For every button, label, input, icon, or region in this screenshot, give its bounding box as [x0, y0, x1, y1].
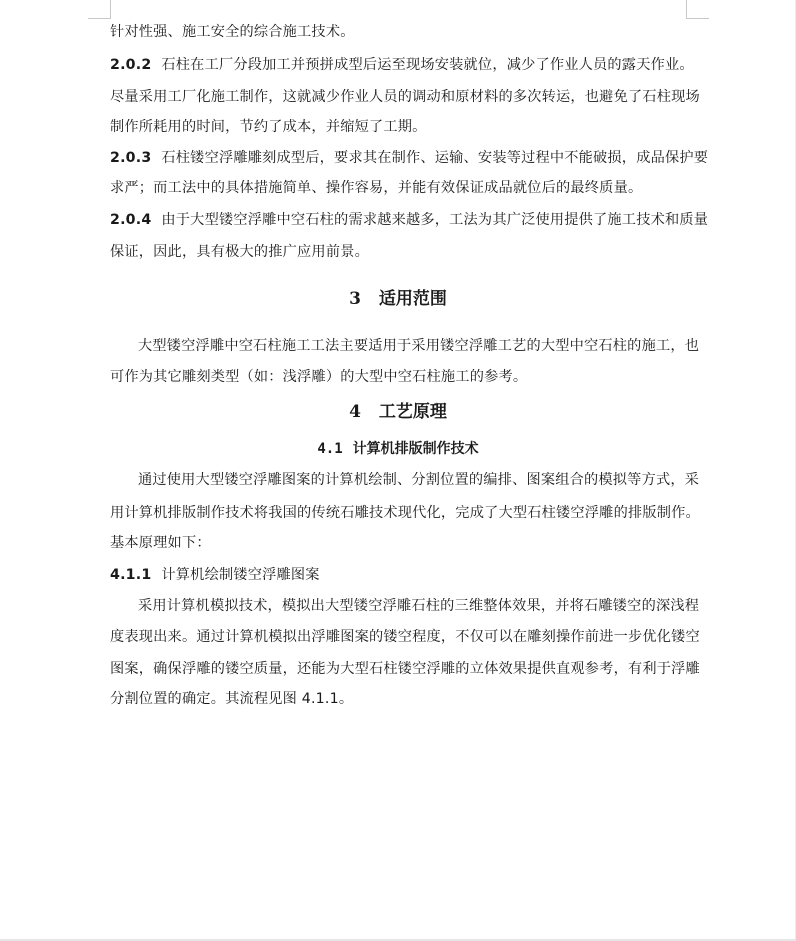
body-line: 可作为其它雕刻类型（如：浅浮雕）的大型中空石柱施工的参考。 [110, 369, 528, 385]
section-4-heading [0, 401, 796, 423]
body-line: 基本原理如下： [110, 535, 211, 551]
body-line: 求严；而工法中的具体措施简单、操作容易，并能有效保证成品就位后的最终质量。 [110, 180, 643, 196]
body-line: 通过使用大型镂空浮雕图案的计算机绘制、分割位置的编排、图案组合的模拟等方式，采 [138, 472, 700, 488]
body-line: 针对性强、施工安全的综合施工技术。 [110, 24, 355, 40]
subsection-number: 4.1 [317, 441, 343, 457]
body-line: 大型镂空浮雕中空石柱施工工法主要适用于采用镂空浮雕工艺的大型中空石柱的施工，也 [138, 338, 700, 354]
clause-number: 2.0.4 [110, 212, 152, 228]
body-line: 采用计算机模拟技术，模拟出大型镂空浮雕石柱的三维整体效果，并将石雕镂空的深浅程 [138, 598, 700, 614]
clause-2-0-4-line-1 [110, 210, 709, 230]
clause-text: 由于大型镂空浮雕中空石柱的需求越来越多，工法为其广泛使用提供了施工技术和质量 [161, 212, 709, 228]
body-line: 用计算机排版制作技术将我国的传统石雕技术现代化，完成了大型石柱镂空浮雕的排版制作。 [110, 505, 700, 521]
section-title: 适用范围 [378, 289, 447, 309]
body-line: 制作所耗用的时间，节约了成本，并缩短了工期。 [110, 119, 427, 135]
clause-text: 石柱镂空浮雕雕刻成型后，要求其在制作、运输、安装等过程中不能破损，成品保护要 [161, 150, 709, 166]
page-corner-mark-top-left [88, 0, 111, 19]
subsection-title: 计算机排版制作技术 [352, 441, 479, 457]
body-line: 保证，因此，具有极大的推广应用前景。 [110, 244, 369, 260]
section-3-heading [0, 288, 796, 310]
clause-text: 石柱在工厂分段加工并预拼成型后运至现场安装就位，减少了作业人员的露天作业。 [161, 57, 694, 73]
body-line: 分割位置的确定。其流程见图 4.1.1。 [110, 691, 354, 707]
section-number: 3 [349, 289, 361, 309]
subsection-4-1-heading [0, 439, 796, 459]
section-number: 4 [349, 402, 361, 422]
subsection-4-1-1-heading [110, 565, 690, 585]
section-title: 工艺原理 [378, 402, 447, 422]
body-line: 图案，确保浮雕的镂空质量，还能为大型石柱镂空浮雕的立体效果提供直观参考，有利于浮雕 [110, 661, 700, 677]
clause-2-0-2-line-1 [110, 55, 694, 75]
clause-number: 2.0.3 [110, 150, 152, 166]
page-corner-mark-top-right [686, 0, 709, 19]
clause-number: 2.0.2 [110, 57, 152, 73]
body-line: 尽量采用工厂化施工制作，这就减少作业人员的调动和原材料的多次转运，也避免了石柱现场 [110, 89, 700, 105]
subsection-number: 4.1.1 [110, 567, 152, 583]
clause-2-0-3-line-1 [110, 148, 709, 168]
subsection-title: 计算机绘制镂空浮雕图案 [161, 567, 320, 583]
body-line: 度表现出来。通过计算机模拟出浮雕图案的镂空程度，不仅可以在雕刻操作前进一步优化镂空 [110, 629, 700, 645]
